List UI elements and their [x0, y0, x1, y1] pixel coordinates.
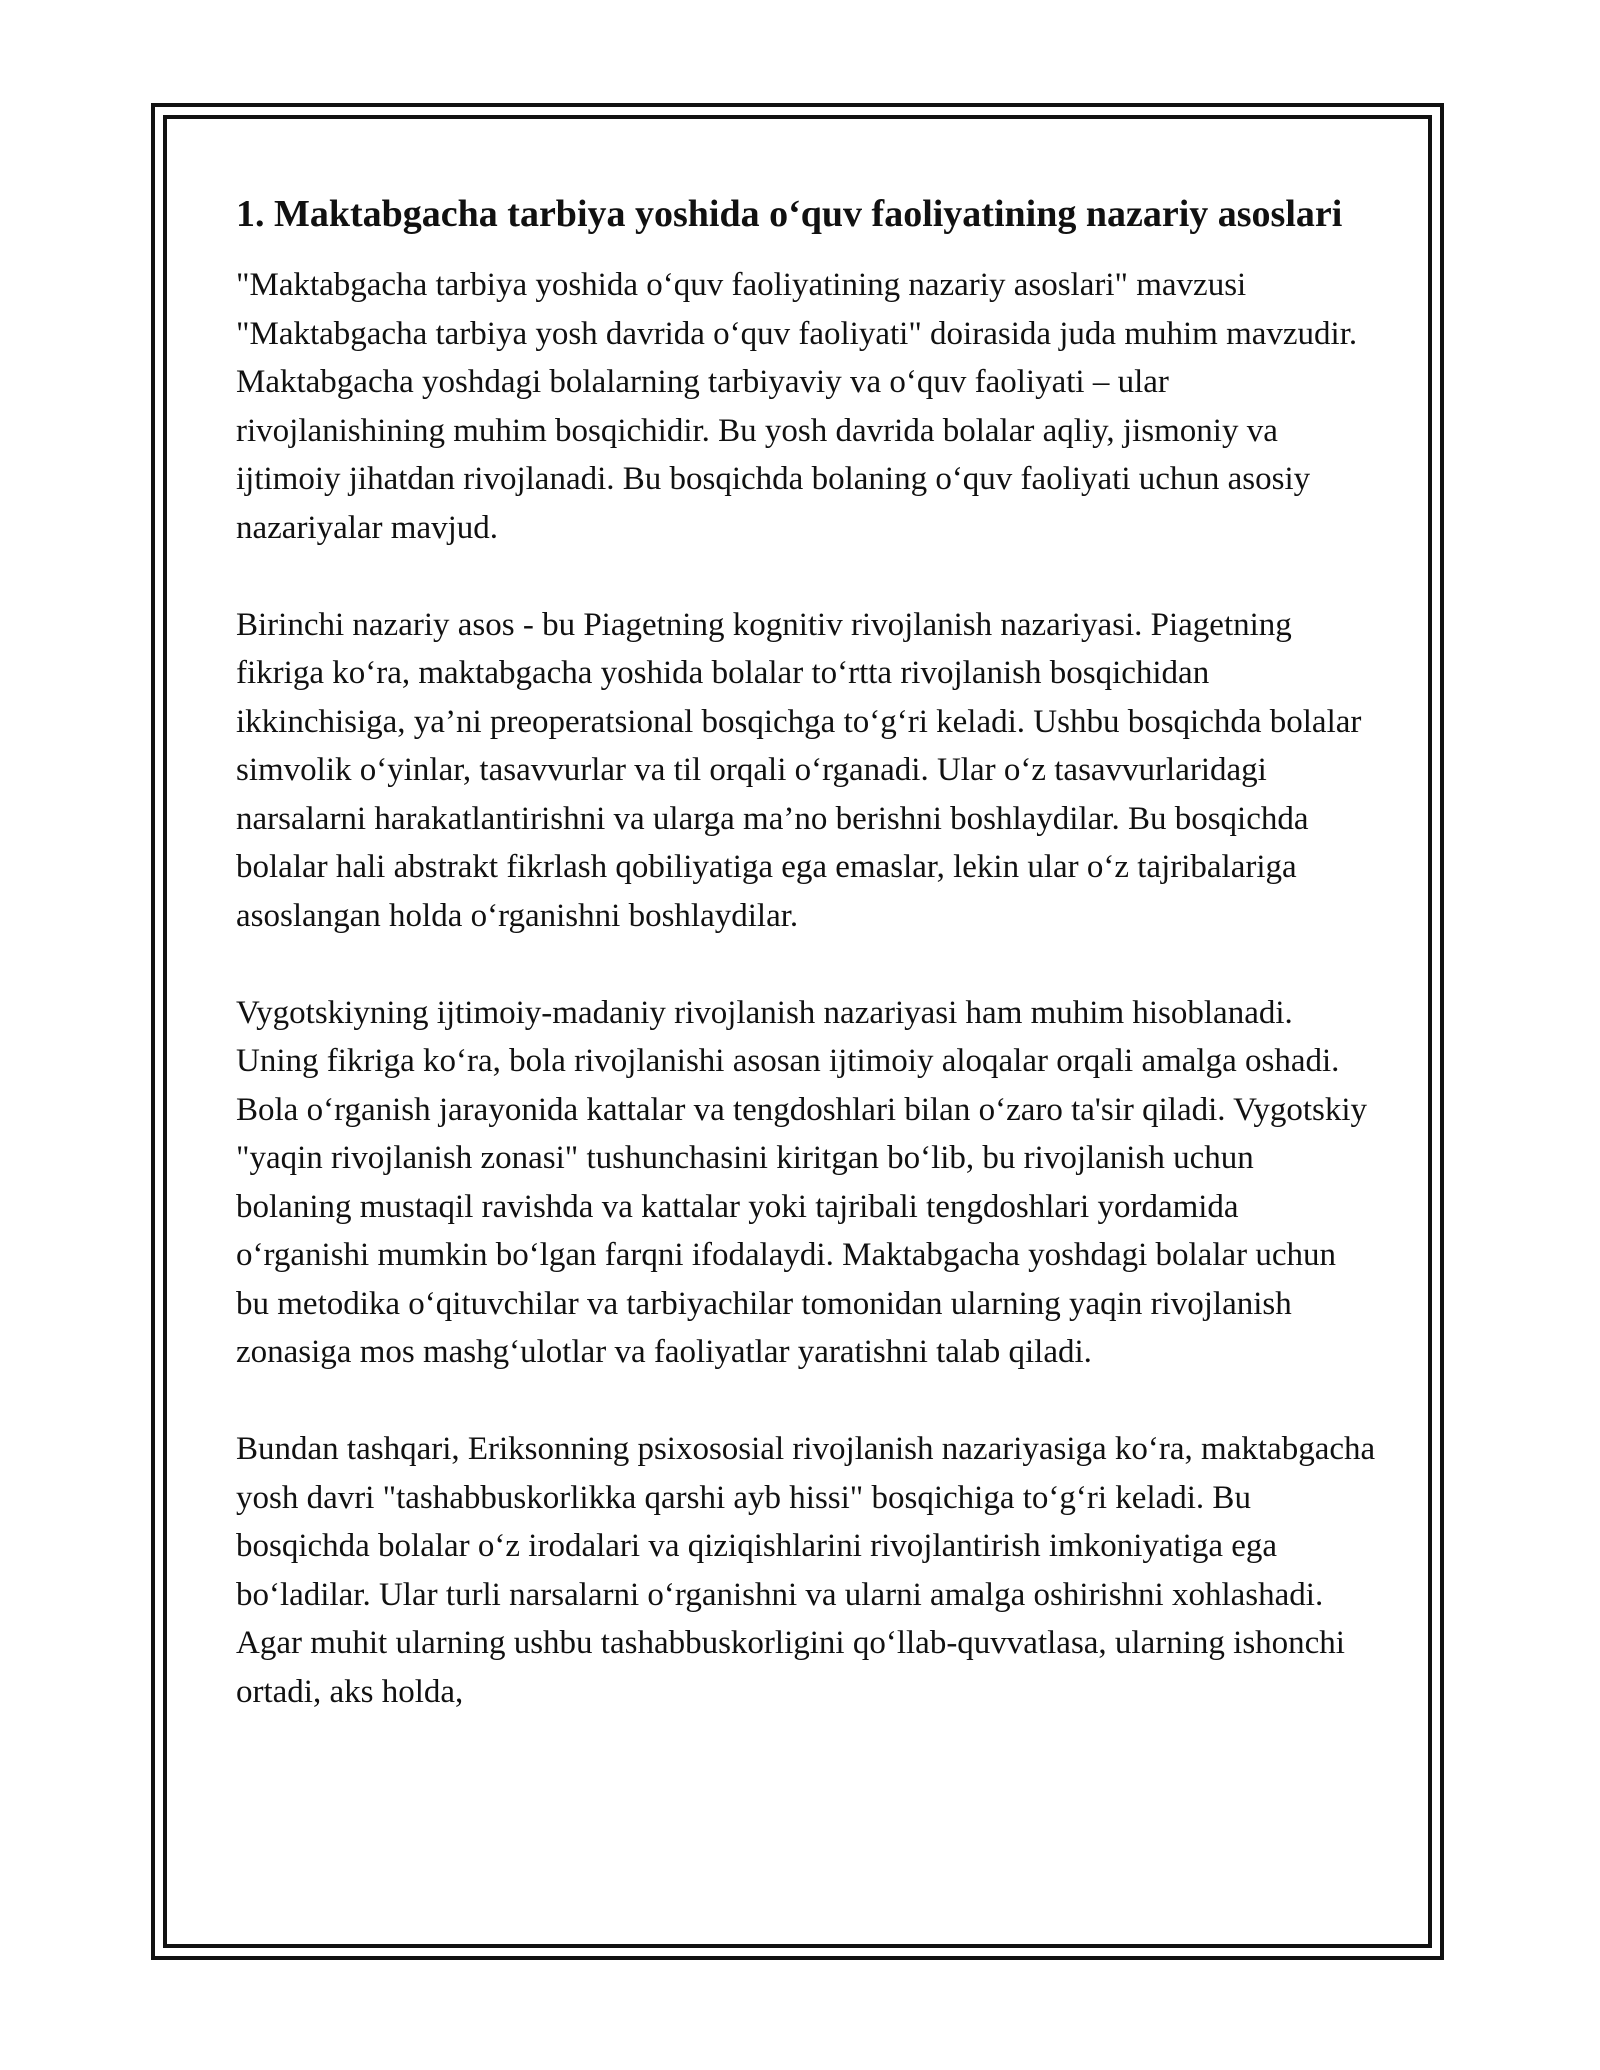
paragraph-erikson: Bundan tashqari, Eriksonning psixososial rivojlanish nazariyasiga ko‘ra, maktabgacha yosh davri "tashabbuskorlikka qarshi ayb hissi" bosqichiga to‘g‘ri keladi. Bu bosqichda bolalar o‘z irodalari va qiziqishlarini rivojlantirish imkoniyatiga ega bo‘ladilar. Ular turli narsalarni o‘rganishni va ularni amalga oshirishni xohlashadi. Agar muhit ularning ushbu tashabbuskorligini qo‘llab-quvvatlasa, ularning ishonchi ortadi, aks holda,	[236, 1431, 1376, 1710]
paragraph-spacer	[236, 1377, 1376, 1426]
paragraph-spacer	[236, 552, 1376, 601]
paragraph-intro: "Maktabgacha tarbiya yoshida o‘quv faoliyatining nazariy asoslari" mavzusi "Maktabgacha tarbiya yosh davrida o‘quv faoliyati" doirasida juda muhim mavzudir. Maktabgacha yoshdagi bolalarning tarbiyaviy va o‘quv faoliyati – ular rivojlanishining muhim bosqichidir. Bu yosh davrida bolalar aqliy, jismoniy va ijtimoiy jihatdan rivojlanadi. Bu bosqichda bolaning o‘quv faoliyati uchun asosiy nazariyalar mavjud.	[236, 267, 1358, 546]
paragraph-vygotsky: Vygotskiyning ijtimoiy-madaniy rivojlanish nazariyasi ham muhim hisoblanadi. Uning fikriga ko‘ra, bola rivojlanishi asosan ijtimoiy aloqalar orqali amalga oshadi. Bola o‘rganish jarayonida kattalar va tengdoshlari bilan o‘zaro ta'sir qiladi. Vygotskiy "yaqin rivojlanish zonasi" tushunchasini kiritgan bo‘lib, bu rivojlanish uchun bolaning mustaqil ravishda va kattalar yoki tajribali tengdoshlari yordamida o‘rganishi mumkin bo‘lgan farqni ifodalaydi. Maktabgacha yoshdagi bolalar uchun bu metodika o‘qituvchilar va tarbiyachilar tomonidan ularning yaqin rivojlanish zonasiga mos mashg‘ulotlar va faoliyatlar yaratishni talab qiladi.	[236, 994, 1368, 1370]
document-body	[236, 187, 1376, 1716]
paragraph-spacer	[236, 940, 1376, 989]
section-heading: 1. Maktabgacha tarbiya yoshida o‘quv faoliyatining nazariy asoslari	[236, 193, 1343, 235]
paragraph-piaget: Birinchi nazariy asos - bu Piagetning kognitiv rivojlanish nazariyasi. Piagetning fikriga ko‘ra, maktabgacha yoshida bolalar to‘rtta rivojlanish bosqichidan ikkinchisiga, ya’ni preoperatsional bosqichga to‘g‘ri keladi. Ushbu bosqichda bolalar simvolik o‘yinlar, tasavvurlar va til orqali o‘rganadi. Ular o‘z tasavvurlaridagi narsalarni harakatlantirishni va ularga ma’no berishni boshlaydilar. Bu bosqichda bolalar hali abstrakt fikrlash qobiliyatiga ega emaslar, lekin ular o‘z tajribalariga asoslangan holda o‘rganishni boshlaydilar.	[236, 606, 1362, 934]
